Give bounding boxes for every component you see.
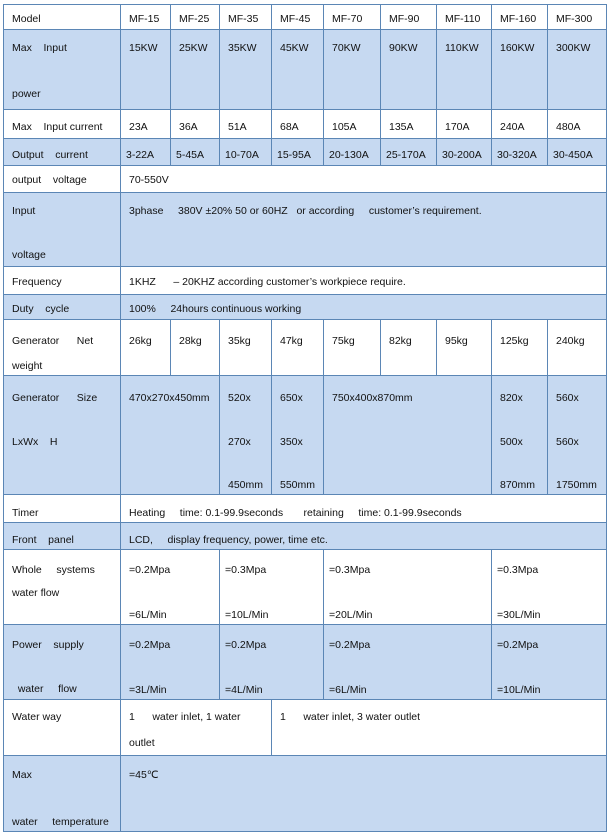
table-row-front-panel	[4, 523, 607, 550]
value-cell: 35kg	[220, 320, 272, 376]
value-cell: =0.2Mpa =4L/Min	[220, 625, 324, 700]
value-cell: 82kg	[381, 320, 437, 376]
value-cell: 15-95A	[272, 139, 324, 166]
value-cell: 820x 500x 870mm	[492, 376, 548, 495]
value-cell: 30-200A	[437, 139, 492, 166]
row-label: Generator Size LxWx H	[4, 376, 121, 495]
model-cell: MF-300	[548, 5, 607, 30]
value-cell: 170A	[437, 110, 492, 139]
value-cell: 10-70A	[220, 139, 272, 166]
row-label: Power supply water flow	[4, 625, 121, 700]
row-label: Frequency	[4, 267, 121, 295]
value-cell: 23A	[121, 110, 171, 139]
value-cell: 25-170A	[381, 139, 437, 166]
row-label: Timer	[4, 495, 121, 523]
table-row-duty-cycle	[4, 295, 607, 320]
value-cell: 480A	[548, 110, 607, 139]
model-cell: MF-90	[381, 5, 437, 30]
table-row-net-weight	[4, 320, 607, 376]
value-cell: =0.2Mpa =6L/Min	[324, 625, 492, 700]
value-cell: 650x 350x 550mm	[272, 376, 324, 495]
value-cell: 750x400x870mm	[324, 376, 492, 495]
value-cell: 30-320A	[492, 139, 548, 166]
row-label: Front panel	[4, 523, 121, 550]
spec-table	[3, 4, 607, 832]
model-cell: MF-160	[492, 5, 548, 30]
table-row-max-water-temperature	[4, 756, 607, 832]
value-cell: 3-22A	[121, 139, 171, 166]
row-label: Duty cycle	[4, 295, 121, 320]
value-cell: 1 water inlet, 1 water outlet	[121, 700, 272, 756]
value-cell: 26kg	[121, 320, 171, 376]
value-cell: 25KW	[171, 30, 220, 110]
value-cell: 3phase 380V ±20% 50 or 60HZ or according customer’s requirement.	[121, 193, 607, 267]
value-cell: 90KW	[381, 30, 437, 110]
value-cell: 1KHZ – 20KHZ according customer’s workpiece require.	[121, 267, 607, 295]
value-cell: 47kg	[272, 320, 324, 376]
value-cell: 75kg	[324, 320, 381, 376]
row-label: Water way	[4, 700, 121, 756]
value-cell: 30-450A	[548, 139, 607, 166]
value-cell: 470x270x450mm	[121, 376, 220, 495]
table-row-timer	[4, 495, 607, 523]
value-cell: 300KW	[548, 30, 607, 110]
value-cell: 560x 560x 1750mm	[548, 376, 607, 495]
row-label: Max water temperature	[4, 756, 121, 832]
value-cell: 100% 24hours continuous working	[121, 295, 607, 320]
value-cell: 135A	[381, 110, 437, 139]
value-cell: 105A	[324, 110, 381, 139]
row-label: Generator Net weight	[4, 320, 121, 376]
model-cell: MF-35	[220, 5, 272, 30]
value-cell: LCD, display frequency, power, time etc.	[121, 523, 607, 550]
value-cell: 125kg	[492, 320, 548, 376]
table-row-frequency	[4, 267, 607, 295]
table-row-output-current	[4, 139, 607, 166]
value-cell: 70-550V	[121, 166, 607, 193]
table-row-model	[4, 5, 607, 30]
value-cell: =0.3Mpa =20L/Min	[324, 550, 492, 625]
row-label: Max Input power	[4, 30, 121, 110]
value-cell: 240kg	[548, 320, 607, 376]
table-row-input-voltage	[4, 193, 607, 267]
model-cell: MF-25	[171, 5, 220, 30]
value-cell: =0.3Mpa =10L/Min	[220, 550, 324, 625]
value-cell: 28kg	[171, 320, 220, 376]
table-row-max-input-current	[4, 110, 607, 139]
value-cell: 35KW	[220, 30, 272, 110]
value-cell: 45KW	[272, 30, 324, 110]
table-row-output-voltage	[4, 166, 607, 193]
model-cell: MF-45	[272, 5, 324, 30]
row-label: Max Input current	[4, 110, 121, 139]
value-cell: 520x 270x 450mm	[220, 376, 272, 495]
row-label: Input voltage	[4, 193, 121, 267]
value-cell: 160KW	[492, 30, 548, 110]
value-cell: =0.2Mpa =3L/Min	[121, 625, 220, 700]
value-cell: 70KW	[324, 30, 381, 110]
value-cell: 36A	[171, 110, 220, 139]
table-row-water-way	[4, 700, 607, 756]
value-cell: 5-45A	[171, 139, 220, 166]
value-cell: 15KW	[121, 30, 171, 110]
table-row-size	[4, 376, 607, 495]
row-label: Model	[4, 5, 121, 30]
value-cell: =0.3Mpa =30L/Min	[492, 550, 607, 625]
value-cell: 20-130A	[324, 139, 381, 166]
value-cell: 110KW	[437, 30, 492, 110]
value-cell: 51A	[220, 110, 272, 139]
value-cell: 68A	[272, 110, 324, 139]
model-cell: MF-15	[121, 5, 171, 30]
model-cell: MF-110	[437, 5, 492, 30]
row-label: Output current	[4, 139, 121, 166]
value-cell: Heating time: 0.1-99.9seconds retaining time: 0.1-99.9seconds	[121, 495, 607, 523]
table-row-max-input-power	[4, 30, 607, 110]
model-cell: MF-70	[324, 5, 381, 30]
value-cell: =0.2Mpa =10L/Min	[492, 625, 607, 700]
row-label: output voltage	[4, 166, 121, 193]
value-cell: =45℃	[121, 756, 607, 832]
value-cell: 240A	[492, 110, 548, 139]
table-row-whole-water-flow	[4, 550, 607, 625]
value-cell: 95kg	[437, 320, 492, 376]
value-cell: =0.2Mpa =6L/Min	[121, 550, 220, 625]
row-label: Whole systems water flow	[4, 550, 121, 625]
value-cell: 1 water inlet, 3 water outlet	[272, 700, 607, 756]
table-row-power-water-flow	[4, 625, 607, 700]
